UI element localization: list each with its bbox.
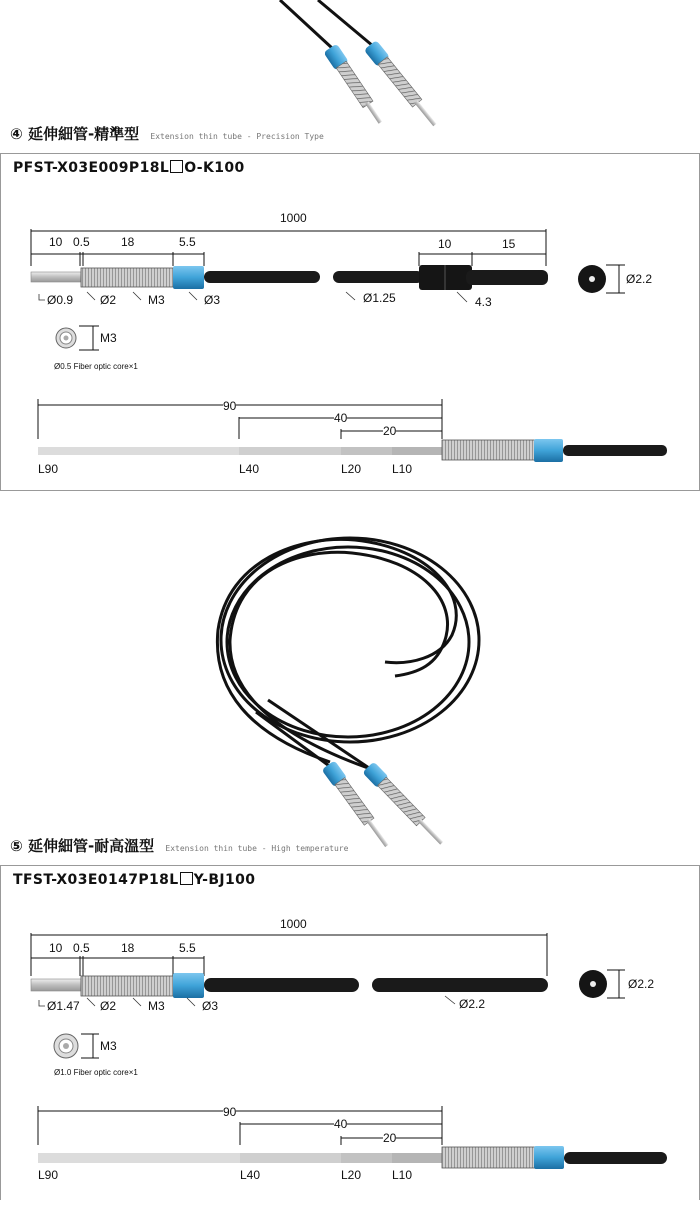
- dim-seg-1: 10: [49, 235, 63, 249]
- dim-seg-3: 18: [121, 235, 135, 249]
- label-end-dia: Ø2.2: [626, 272, 653, 286]
- label-sleeve-dia: Ø3: [202, 999, 219, 1013]
- length-option-l20: L20: [341, 1168, 362, 1182]
- scale-label-20: 20: [383, 424, 397, 438]
- label-thread: M3: [148, 999, 165, 1013]
- length-option-l90: L90: [38, 462, 59, 476]
- label-tip-dia: Ø0.9: [47, 293, 74, 307]
- length-option-l10: L10: [392, 1168, 413, 1182]
- dim-connector-1: 10: [438, 237, 452, 251]
- model-suffix: Y-BJ100: [193, 872, 256, 888]
- dim-connector-2: 15: [502, 237, 516, 251]
- spec-panel-5: [0, 865, 700, 1200]
- label-cable-dia: Ø1.25: [363, 291, 396, 305]
- product-photo-5: [217, 538, 479, 770]
- scale-label-90: 90: [223, 1105, 237, 1119]
- section-subtitle: Extension thin tube - High temperature: [165, 844, 349, 853]
- length-option-l40: L40: [240, 1168, 261, 1182]
- dimension-drawing: [1, 866, 700, 1206]
- scale-label-90: 90: [223, 399, 237, 413]
- section-heading: 延伸細管-耐高溫型: [27, 837, 155, 855]
- model-prefix: PFST-X03E009P18L: [13, 160, 170, 176]
- label-end-dia: Ø2.2: [628, 977, 655, 991]
- label-thread-dia: Ø2: [100, 293, 117, 307]
- product-photo-4: [280, 0, 441, 130]
- label-thread-m3: M3: [100, 331, 117, 345]
- length-option-l20: L20: [341, 462, 362, 476]
- label-thread: M3: [148, 293, 165, 307]
- dim-seg-2: 0.5: [73, 235, 90, 249]
- scale-label-40: 40: [334, 1117, 348, 1131]
- spec-panel-4: [0, 153, 700, 491]
- dim-total: 1000: [280, 211, 307, 225]
- label-fiber-core: Ø0.5 Fiber optic core×1: [54, 362, 138, 371]
- section-subtitle: Extension thin tube - Precision Type: [150, 132, 324, 141]
- dim-seg-4: 5.5: [179, 941, 196, 955]
- label-thread-m3: M3: [100, 1039, 117, 1053]
- dim-seg-1: 10: [49, 941, 63, 955]
- scale-label-20: 20: [383, 1131, 397, 1145]
- section-heading: 延伸細管-精準型: [27, 125, 140, 143]
- model-prefix: TFST-X03E0147P18L: [13, 872, 179, 888]
- label-connector-dia: 4.3: [475, 295, 492, 309]
- dim-seg-2: 0.5: [73, 941, 90, 955]
- section-number: ④: [10, 125, 23, 143]
- dim-seg-3: 18: [121, 941, 135, 955]
- length-option-l90: L90: [38, 1168, 59, 1182]
- label-fiber-core: Ø1.0 Fiber optic core×1: [54, 1068, 138, 1077]
- label-sleeve-dia: Ø3: [204, 293, 221, 307]
- dimension-drawing: [1, 154, 700, 494]
- label-thread-dia: Ø2: [100, 999, 117, 1013]
- scale-label-40: 40: [334, 411, 348, 425]
- section-title-5: [10, 835, 348, 856]
- length-option-l10: L10: [392, 462, 413, 476]
- model-suffix: O-K100: [184, 160, 245, 176]
- dim-total: 1000: [280, 917, 307, 931]
- label-cable-dia: Ø2.2: [459, 997, 486, 1011]
- length-option-l40: L40: [239, 462, 260, 476]
- section-title-4: [10, 123, 324, 144]
- section-number: ⑤: [10, 837, 23, 855]
- dim-seg-4: 5.5: [179, 235, 196, 249]
- label-tip-dia: Ø1.47: [47, 999, 80, 1013]
